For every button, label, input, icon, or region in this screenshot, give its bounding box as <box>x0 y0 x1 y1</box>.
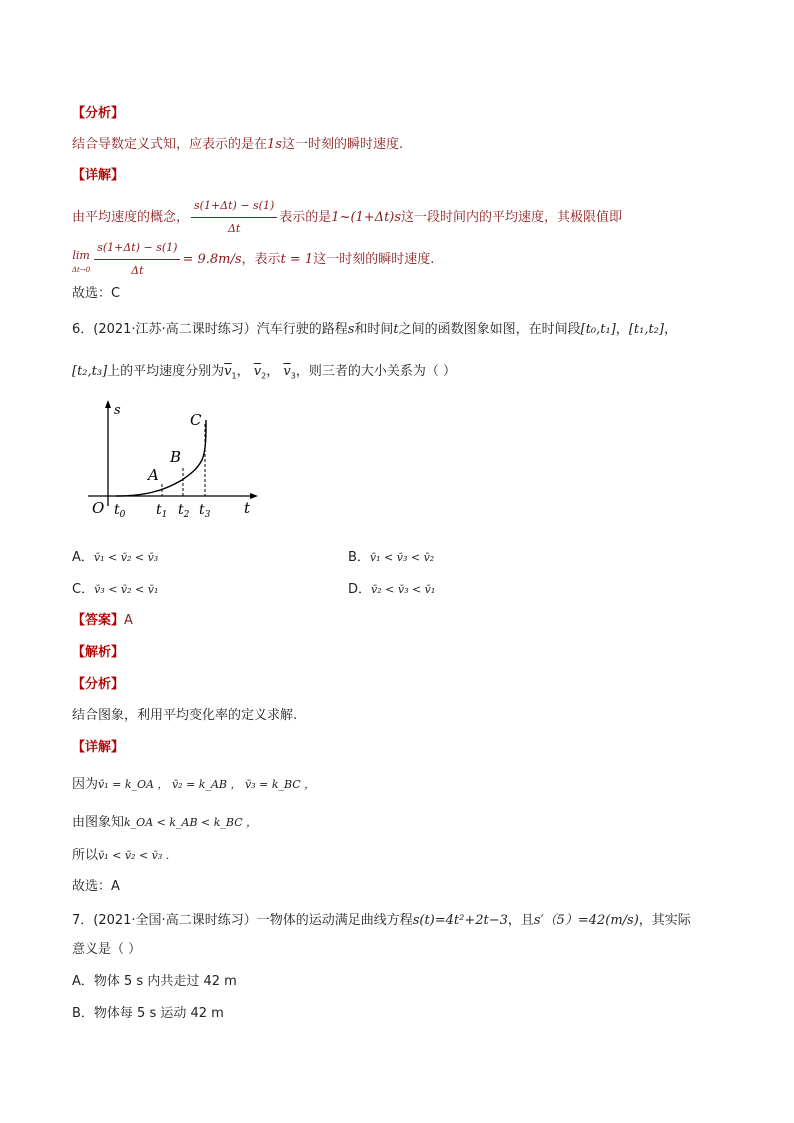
q6-text: 6．(2021·江苏·高二课时练习）汽车行驶的路程 <box>72 322 348 337</box>
detail-text: 由平均速度的概念， <box>72 210 190 225</box>
question-7-line-2: 意义是（ ） <box>72 942 142 957</box>
q6-text: 上的平均速度分别为 <box>107 364 225 379</box>
detail2-text: 所以 <box>72 848 99 863</box>
option-c-label: C． <box>72 582 95 597</box>
slope-equations: v̄₁ = k_OA ， v̄₂ = k_AB ， v̄₃ = k_BC ， <box>98 778 316 791</box>
option-d[interactable] <box>348 580 435 600</box>
q6-text: ，则三者的大小关系为（ ） <box>295 364 456 379</box>
option-a[interactable] <box>72 548 158 568</box>
limit-expression <box>72 246 90 274</box>
question-6-line-1: 6．(2021·江苏·高二课时练习）汽车行驶的路程s和时间t之间的函数图象如图，在时间段[t₀,t₁]，[t₁,t₂]， <box>72 322 677 337</box>
limit-value: = 9.8m/s <box>182 252 242 267</box>
choice-line-2 <box>72 877 120 897</box>
question-7-line-1 <box>72 911 691 931</box>
t2-label: $t_2$ <box>178 502 190 520</box>
q6-text: 和时间 <box>354 322 394 337</box>
detail-text: 这一时刻的瞬时速度. <box>313 252 435 267</box>
detail-text: ，表示 <box>241 252 281 267</box>
detail2-heading: 【详解】 <box>72 740 125 755</box>
detail2-text: 由图象知 <box>72 815 125 830</box>
q6-var-s: s <box>347 322 355 337</box>
fraction-denominator: Δt <box>131 264 144 277</box>
q7-option-b[interactable]: B．物体每 5 s 运动 42 m <box>72 1006 224 1021</box>
q7-text: ，且 <box>507 913 534 928</box>
fraction-numerator: s(1+Δt) − s(1) <box>191 196 277 218</box>
option-b-text: v̄₁ < v̄₃ < v̄₂ <box>369 551 435 564</box>
fraction-denominator: Δt <box>227 222 241 235</box>
s-axis-arrow <box>105 400 111 408</box>
option-a-label: A． <box>72 550 94 565</box>
detail-heading: 【详解】 <box>72 168 125 183</box>
detail-text: 这一段时间内的平均速度，其极限值即 <box>401 210 623 225</box>
q6-interval-1: [t₀,t₁] <box>580 322 616 337</box>
t-axis-arrow <box>250 493 258 499</box>
avg-speed-fraction <box>191 196 277 239</box>
limit-word: lim <box>72 248 90 262</box>
analysis2-text: 结合图象，利用平均变化率的定义求解. <box>72 708 298 723</box>
t1-label: $t_1$ <box>156 502 168 520</box>
q7-derivative: s′（5）=42(m/s) <box>533 913 639 928</box>
point-a-label: A <box>148 466 159 484</box>
s-t-curve <box>116 420 206 496</box>
answer-value: A <box>124 613 133 628</box>
s-axis-label: s <box>114 403 121 418</box>
slope-inequality: k_OA < k_AB < k_BC ， <box>124 816 258 829</box>
q6-text: 之间的函数图象如图，在时间段 <box>398 322 581 337</box>
limit-fraction <box>94 238 180 281</box>
option-c-text: v̄₃ < v̄₂ < v̄₁ <box>94 583 159 596</box>
analysis-text-part: 这一时刻的瞬时速度. <box>281 137 404 152</box>
explain-heading: 【解析】 <box>72 645 125 660</box>
detail-text: 表示的是 <box>279 210 332 225</box>
t3-label: $t_3$ <box>199 502 211 520</box>
detail2-line-2 <box>72 813 257 833</box>
detail-line-1 <box>72 196 622 239</box>
choice-line <box>72 284 120 304</box>
detail2-line-1 <box>72 775 315 795</box>
analysis-heading: 【分析】 <box>72 106 125 121</box>
option-c[interactable] <box>72 580 158 600</box>
time-value: t = 1 <box>280 252 314 267</box>
analysis-text <box>72 135 403 155</box>
answer-line <box>72 611 133 631</box>
fraction-numerator: s(1+Δt) − s(1) <box>94 238 180 260</box>
q7-equation: s(t)=4t²+2t−3 <box>412 913 508 928</box>
q7-option-a[interactable]: A．物体 5 s 内共走过 42 m <box>72 974 237 989</box>
q6-var-t: t <box>393 322 399 337</box>
origin-label: O <box>92 499 105 517</box>
q6-interval-3: [t₂,t₃] <box>72 364 108 379</box>
speed-inequality: v̄₁ < v̄₂ < v̄₃ . <box>98 849 170 862</box>
question-6-line-2: [t₂,t₃]上的平均速度分别为$\overline{v}_1$， $\overline{v}_2$， $\overline{v}_3$，则三者的大小关系为（ ） <box>72 364 456 381</box>
option-a-text: v̄₁ < v̄₂ < v̄₃ <box>93 551 159 564</box>
point-c-label: C <box>190 411 202 429</box>
detail2-line-3 <box>72 846 169 866</box>
analysis-text-part: 结合导数定义式知，应表示的是在 <box>72 137 268 152</box>
answer-heading: 【答案】 <box>72 613 125 628</box>
q6-interval-2: [t₁,t₂] <box>628 322 664 337</box>
q7-text: ，其实际 <box>638 913 691 928</box>
t0-label: $t_0$ <box>114 502 126 520</box>
time-interval: 1~(1+Δt)s <box>331 210 402 225</box>
option-b[interactable] <box>348 548 434 568</box>
q7-text: 7．(2021·全国·高二课时练习）一物体的运动满足曲线方程 <box>72 913 413 928</box>
t-axis-label: t <box>244 499 251 517</box>
detail2-text: 因为 <box>72 777 99 792</box>
analysis2-heading: 【分析】 <box>72 677 125 692</box>
point-b-label: B <box>170 448 182 466</box>
choice-text: 故选：A <box>72 879 120 894</box>
choice-text: 故选：C <box>72 286 121 301</box>
limit-subscript: Δt→0 <box>72 265 91 274</box>
analysis-time: 1s <box>267 137 282 152</box>
option-d-label: D． <box>348 582 372 597</box>
detail-line-2 <box>72 238 434 281</box>
distance-time-graph <box>82 398 264 526</box>
option-b-label: B． <box>348 550 370 565</box>
option-d-text: v̄₂ < v̄₃ < v̄₁ <box>371 583 436 596</box>
